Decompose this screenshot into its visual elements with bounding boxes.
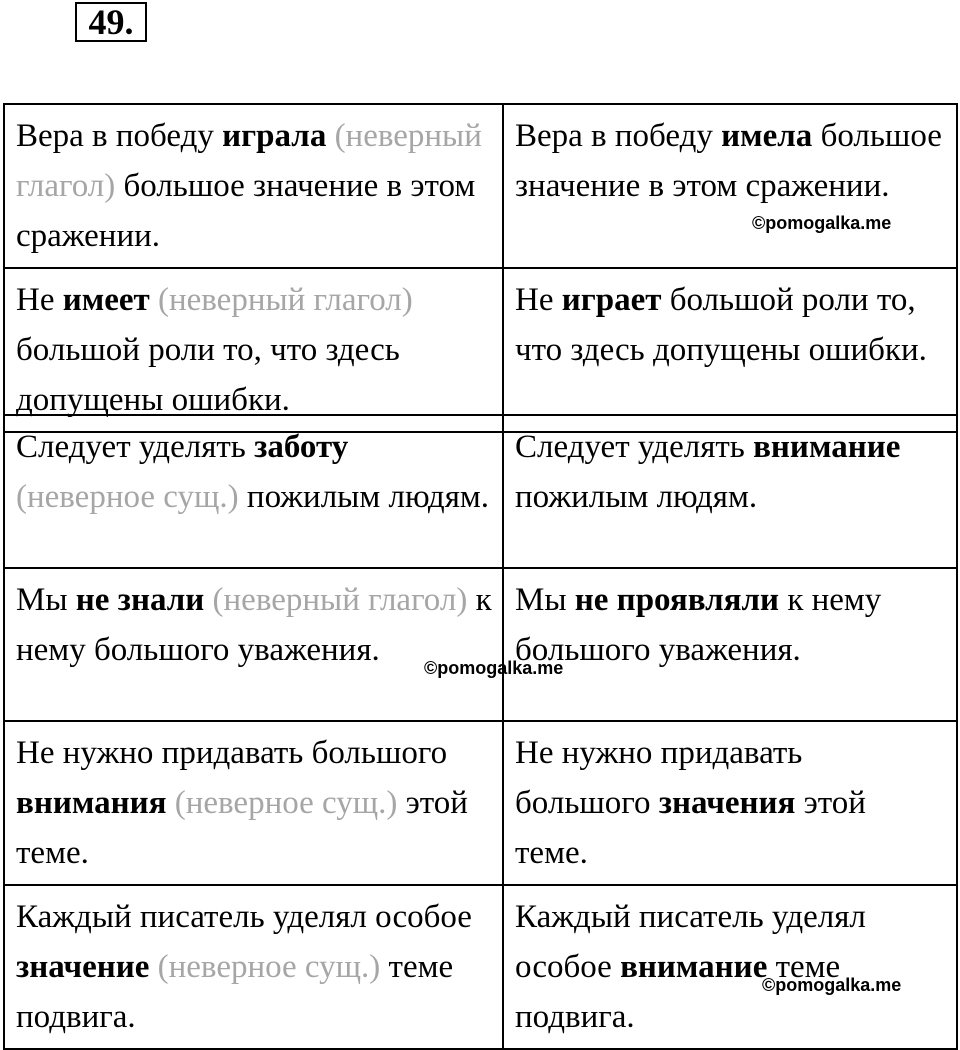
incorrect-sentence-cell: Не нужно придавать большого внимания (неверное сущ.) этой теме. — [4, 721, 503, 885]
error-note: (неверное сущ.) — [174, 785, 398, 821]
incorrect-sentence-cell: Следует уделять заботу (неверное сущ.) пожилым людям. — [4, 415, 503, 568]
incorrect-sentence-cell: Мы не знали (неверный глагол) к нему большого уважения. — [4, 568, 503, 721]
table-row — [4, 415, 957, 568]
incorrect-sentence-cell: Вера в победу играла (неверный глагол) большое значение в этом сражении. — [4, 104, 503, 268]
correct-sentence-cell: Следует уделять внимание пожилым людям. — [503, 415, 957, 568]
exercise-number: 49. — [75, 2, 147, 42]
table-row — [4, 721, 957, 885]
error-note: (неверный глагол) — [212, 582, 468, 618]
error-note: (неверное сущ.) — [157, 949, 381, 985]
correct-sentence-cell: Мы не проявляли к нему большого уважения. — [503, 568, 957, 721]
correct-sentence-cell: Не нужно придавать большого значения этой теме. — [503, 721, 957, 885]
incorrect-sentence-cell: Каждый писатель уделял особое значение (неверное сущ.) теме подвига. — [4, 885, 503, 1049]
error-note: (неверный глагол) — [157, 282, 413, 318]
table-row — [4, 568, 957, 721]
error-note: (неверный глагол) — [16, 118, 482, 204]
correct-sentence-cell: Вера в победу имела большое значение в этом сражении. — [503, 104, 957, 268]
correct-sentence-cell: Не играет большой роли то, что здесь допущены ошибки. — [503, 268, 957, 432]
incorrect-sentence-cell: Не имеет (неверный глагол) большой роли то, что здесь допущены ошибки. — [4, 268, 503, 432]
error-note: (неверное сущ.) — [16, 479, 239, 515]
watermark-text: ©pomogalka.me — [424, 658, 564, 678]
table-row — [4, 104, 957, 268]
watermark-text: ©pomogalka.me — [752, 213, 892, 233]
table-row — [4, 885, 957, 1049]
sentence-table-1 — [3, 103, 958, 433]
table-row — [4, 268, 957, 432]
watermark-text: ©pomogalka.me — [762, 975, 902, 995]
correct-sentence-cell: Каждый писатель уделял особое внимание теме подвига. — [503, 885, 957, 1049]
sentence-table-2 — [3, 414, 958, 1050]
